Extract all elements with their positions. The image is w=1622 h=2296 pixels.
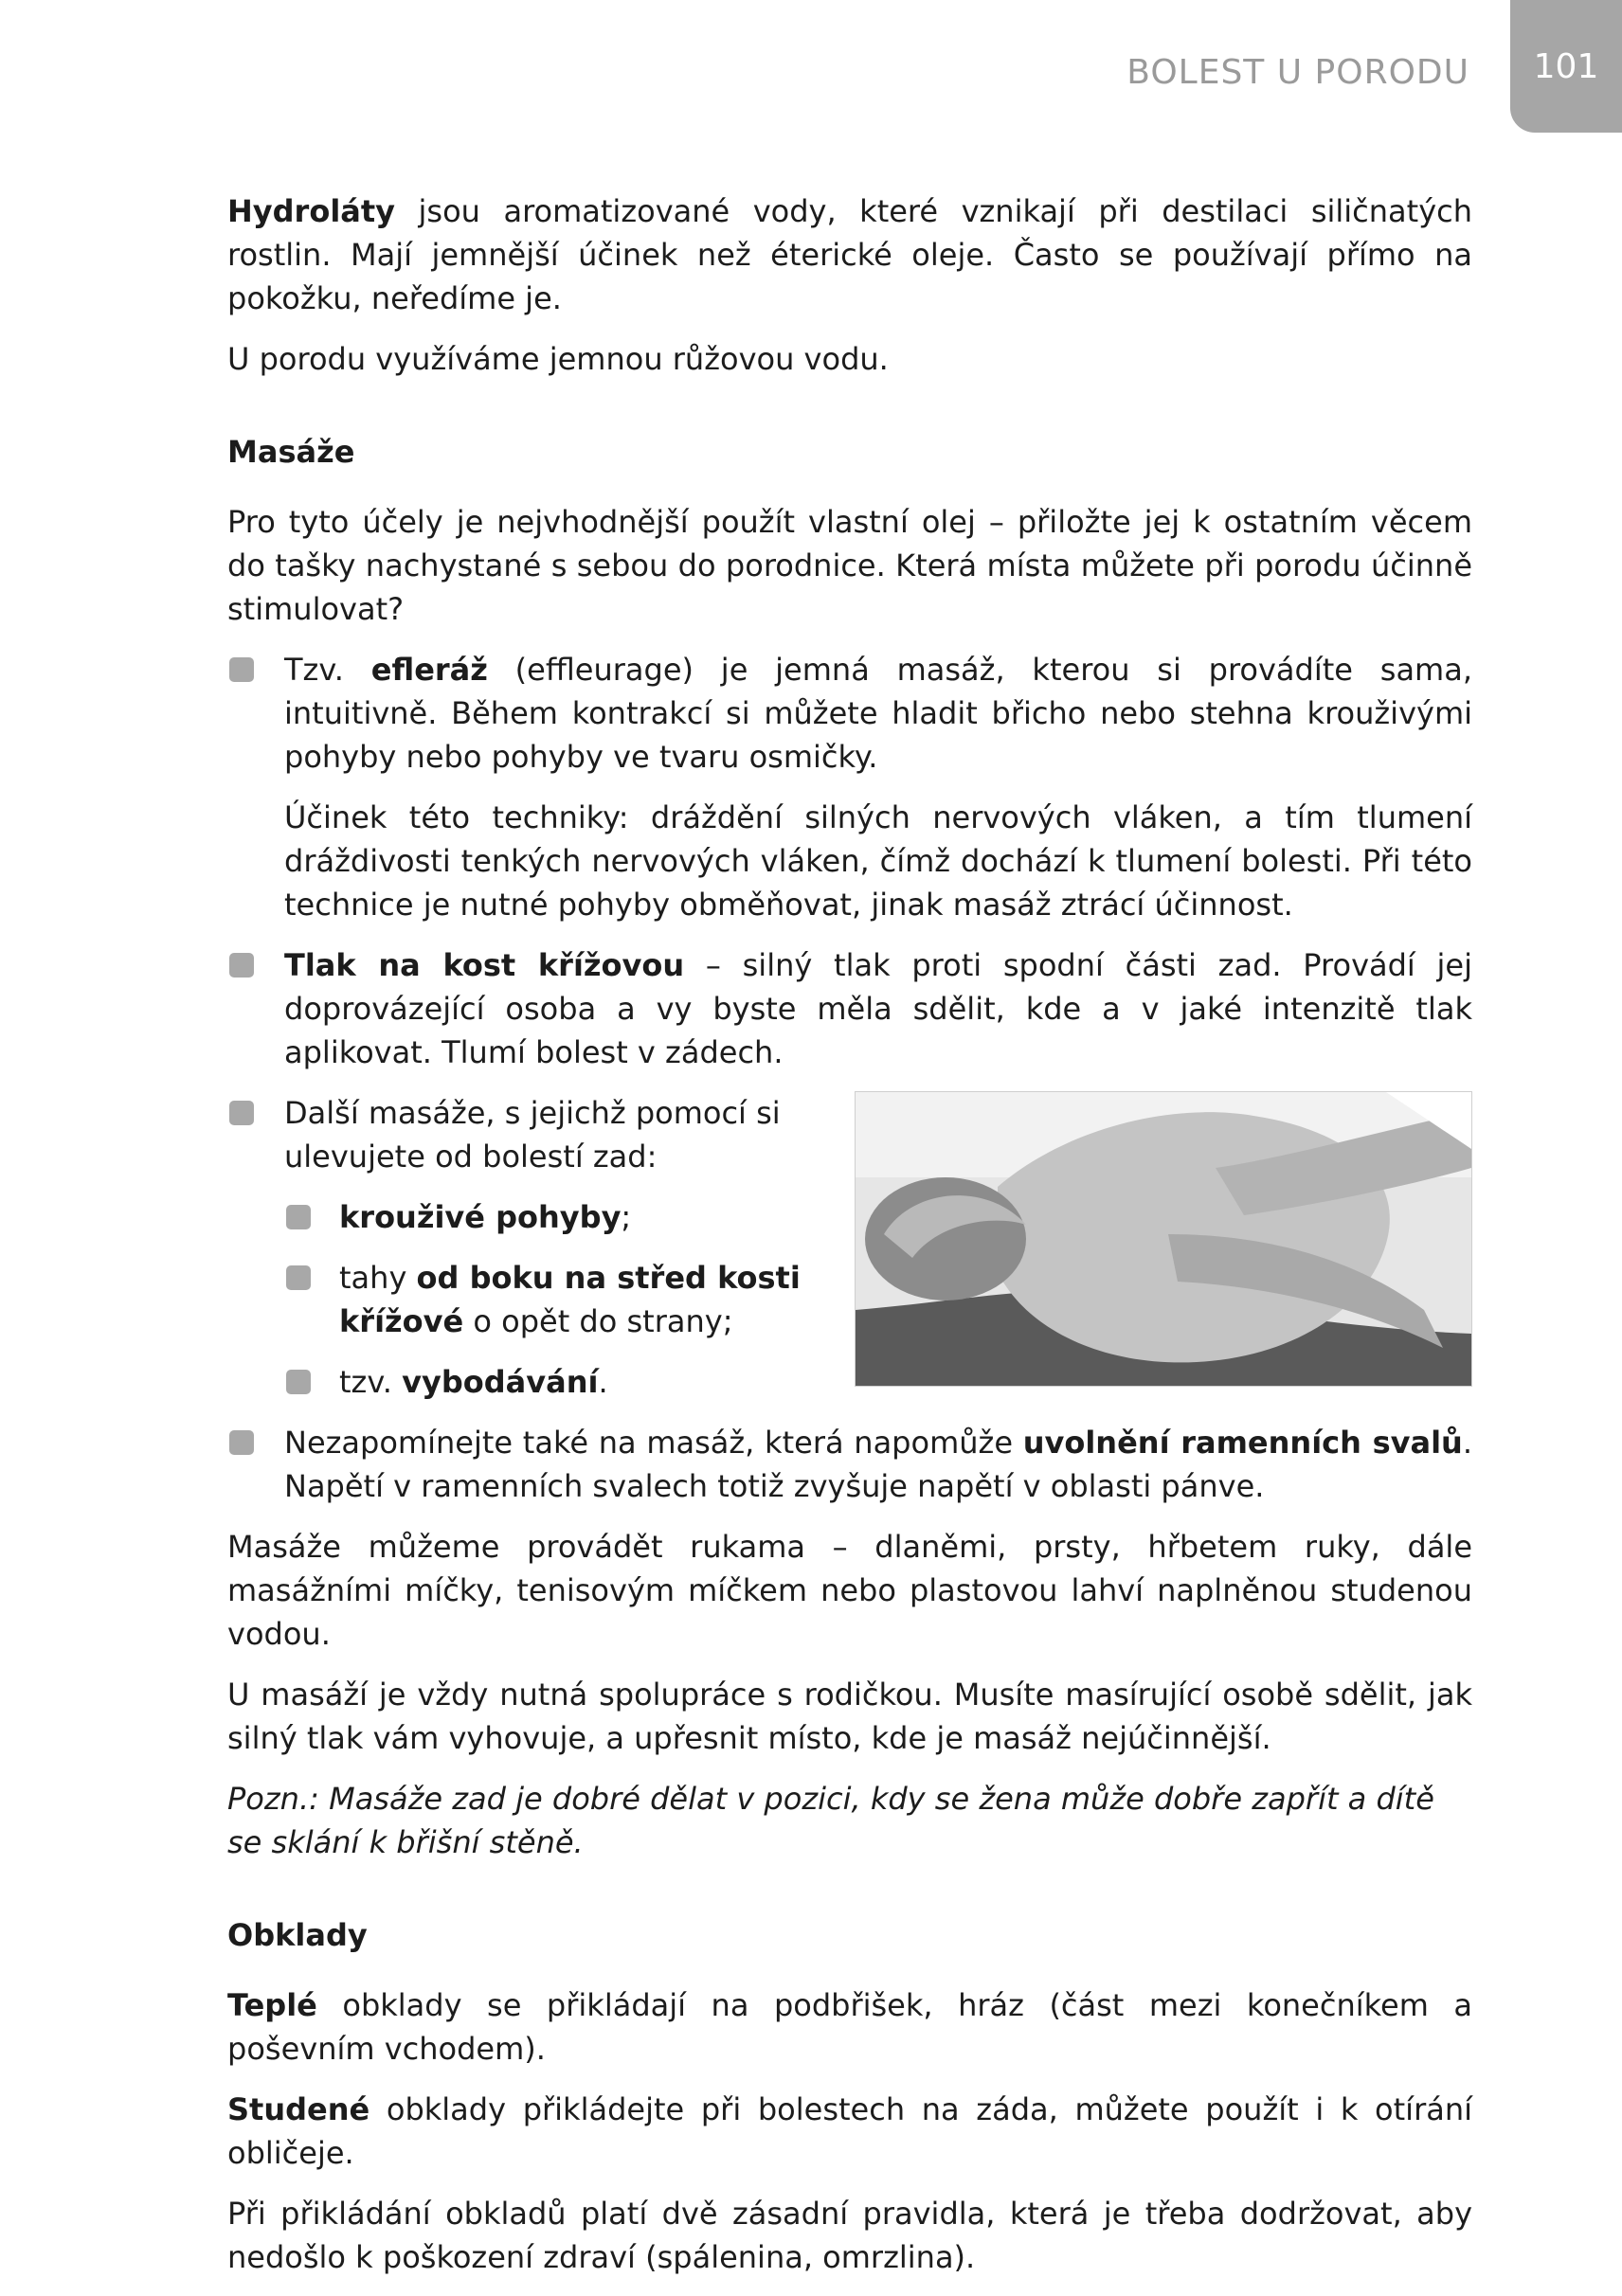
term-hydrolaty: Hydroláty <box>227 193 396 229</box>
sub-item-circular: krouživé pohyby; <box>284 1195 862 1239</box>
sub-item-tapping: tzv. vybodávání. <box>284 1360 862 1404</box>
note-back-massage: Pozn.: Masáže zad je dobré dělat v pozici, kdy se žena může dobře zapřít a dítě se sklání k břišní stěně. <box>227 1781 1434 1860</box>
heading-masaze: Masáže <box>227 434 355 470</box>
list-item-shoulder-massage: Nezapomínejte také na masáž, která napomůže uvolnění ramenních svalů. Napětí v ramenních svalech totiž zvyšuje napětí v oblasti pánve. <box>227 1421 1472 1508</box>
paragraph-cold-compress: Studené obklady přikládejte při bolestech na záda, můžete použít i k otírání obličeje. <box>227 2091 1472 2171</box>
bullet-icon <box>286 1205 311 1229</box>
paragraph-cooperation: U masáží je vždy nutná spolupráce s rodičkou. Musíte masírující osobě sdělit, jak silný tlak vám vyhovuje, a upřesnit místo, kde je masáž nejúčinnější. <box>227 1677 1472 1756</box>
page-number-tab <box>1510 0 1622 133</box>
bullet-icon <box>229 657 254 682</box>
bullet-icon <box>229 1430 254 1455</box>
list-item-other-massages: Další masáže, s jejichž pomocí si ulevujete od bolestí zad: krouživé pohyby; tahy od boku na střed kosti křížové o opět do strany; tzv. vybodávání. <box>227 1091 862 1404</box>
sub-item-hip-strokes: tahy od boku na střed kosti křížové o opět do strany; <box>284 1256 862 1343</box>
list-item-sacral-pressure: Tlak na kost křížovou – silný tlak proti spodní části zad. Provádí jej doprovázející osoba a vy byste měla sdělit, kde a v jaké intenzitě tlak aplikovat. Tlumí bolest v zádech. <box>227 943 1472 1074</box>
bullet-icon <box>229 953 254 978</box>
heading-obklady: Obklady <box>227 1917 368 1953</box>
page-body <box>227 189 1472 2296</box>
bullet-icon <box>286 1265 311 1290</box>
paragraph-masaze-intro: Pro tyto účely je nejvhodnější použít vlastní olej – přiložte jej k ostatním věcem do tašky nachystané s sebou do porodnice. Která místa můžete při porodu účinně stimulovat? <box>227 504 1472 627</box>
back-massage-photo <box>855 1091 1472 1387</box>
bullet-icon <box>229 1101 254 1125</box>
paragraph-hydrolaty: Hydroláty jsou aromatizované vody, které vznikají při destilaci siličnatých rostlin. Mají jemnější účinek než éterické oleje. Často se používají přímo na pokožku, neředíme je. <box>227 193 1472 316</box>
paragraph-rose-water: U porodu využíváme jemnou růžovou vodu. <box>227 341 889 377</box>
bullet-icon <box>286 1370 311 1394</box>
list-item-effleurage: Tzv. efleráž (effleurage) je jemná masáž, kterou si provádíte sama, intuitivně. Během kontrakcí si můžete hladit břicho nebo stehna krouživými pohyby nebo pohyby ve tvaru osmičky. Účinek této techniky: dráždění silných nervových vláken, a tím tlumení dráždivosti tenkých nervových vláken, čímž dochází k tlumení bolesti. Při této technice je nutné pohyby obměňovat, jinak masáž ztrácí účinnost. <box>227 648 1472 926</box>
page-number: 101 <box>1533 47 1599 86</box>
paragraph-warm-compress: Teplé obklady se přikládají na podbřišek, hráz (část mezi konečníkem a poševním vchodem). <box>227 1987 1472 2067</box>
paragraph-effect: Účinek této techniky: dráždění silných nervových vláken, a tím tlumení dráždivosti tenkých nervových vláken, čímž dochází k tlumení bolesti. Při této technice je nutné pohyby obměňovat, jinak masáž ztrácí účinnost. <box>284 799 1472 923</box>
running-title: BOLEST U PORODU <box>1126 53 1469 92</box>
paragraph-compress-rules: Při přikládání obkladů platí dvě zásadní pravidla, která je třeba dodržovat, aby nedošlo k poškození zdraví (spálenina, omrzlina). <box>227 2196 1472 2275</box>
massage-block-with-photo <box>227 1091 1472 1404</box>
paragraph-massage-tools: Masáže můžeme provádět rukama – dlaněmi, prsty, hřbetem ruky, dále masážními míčky, tenisovým míčkem nebo plastovou lahví naplněnou studenou vodou. <box>227 1529 1472 1652</box>
